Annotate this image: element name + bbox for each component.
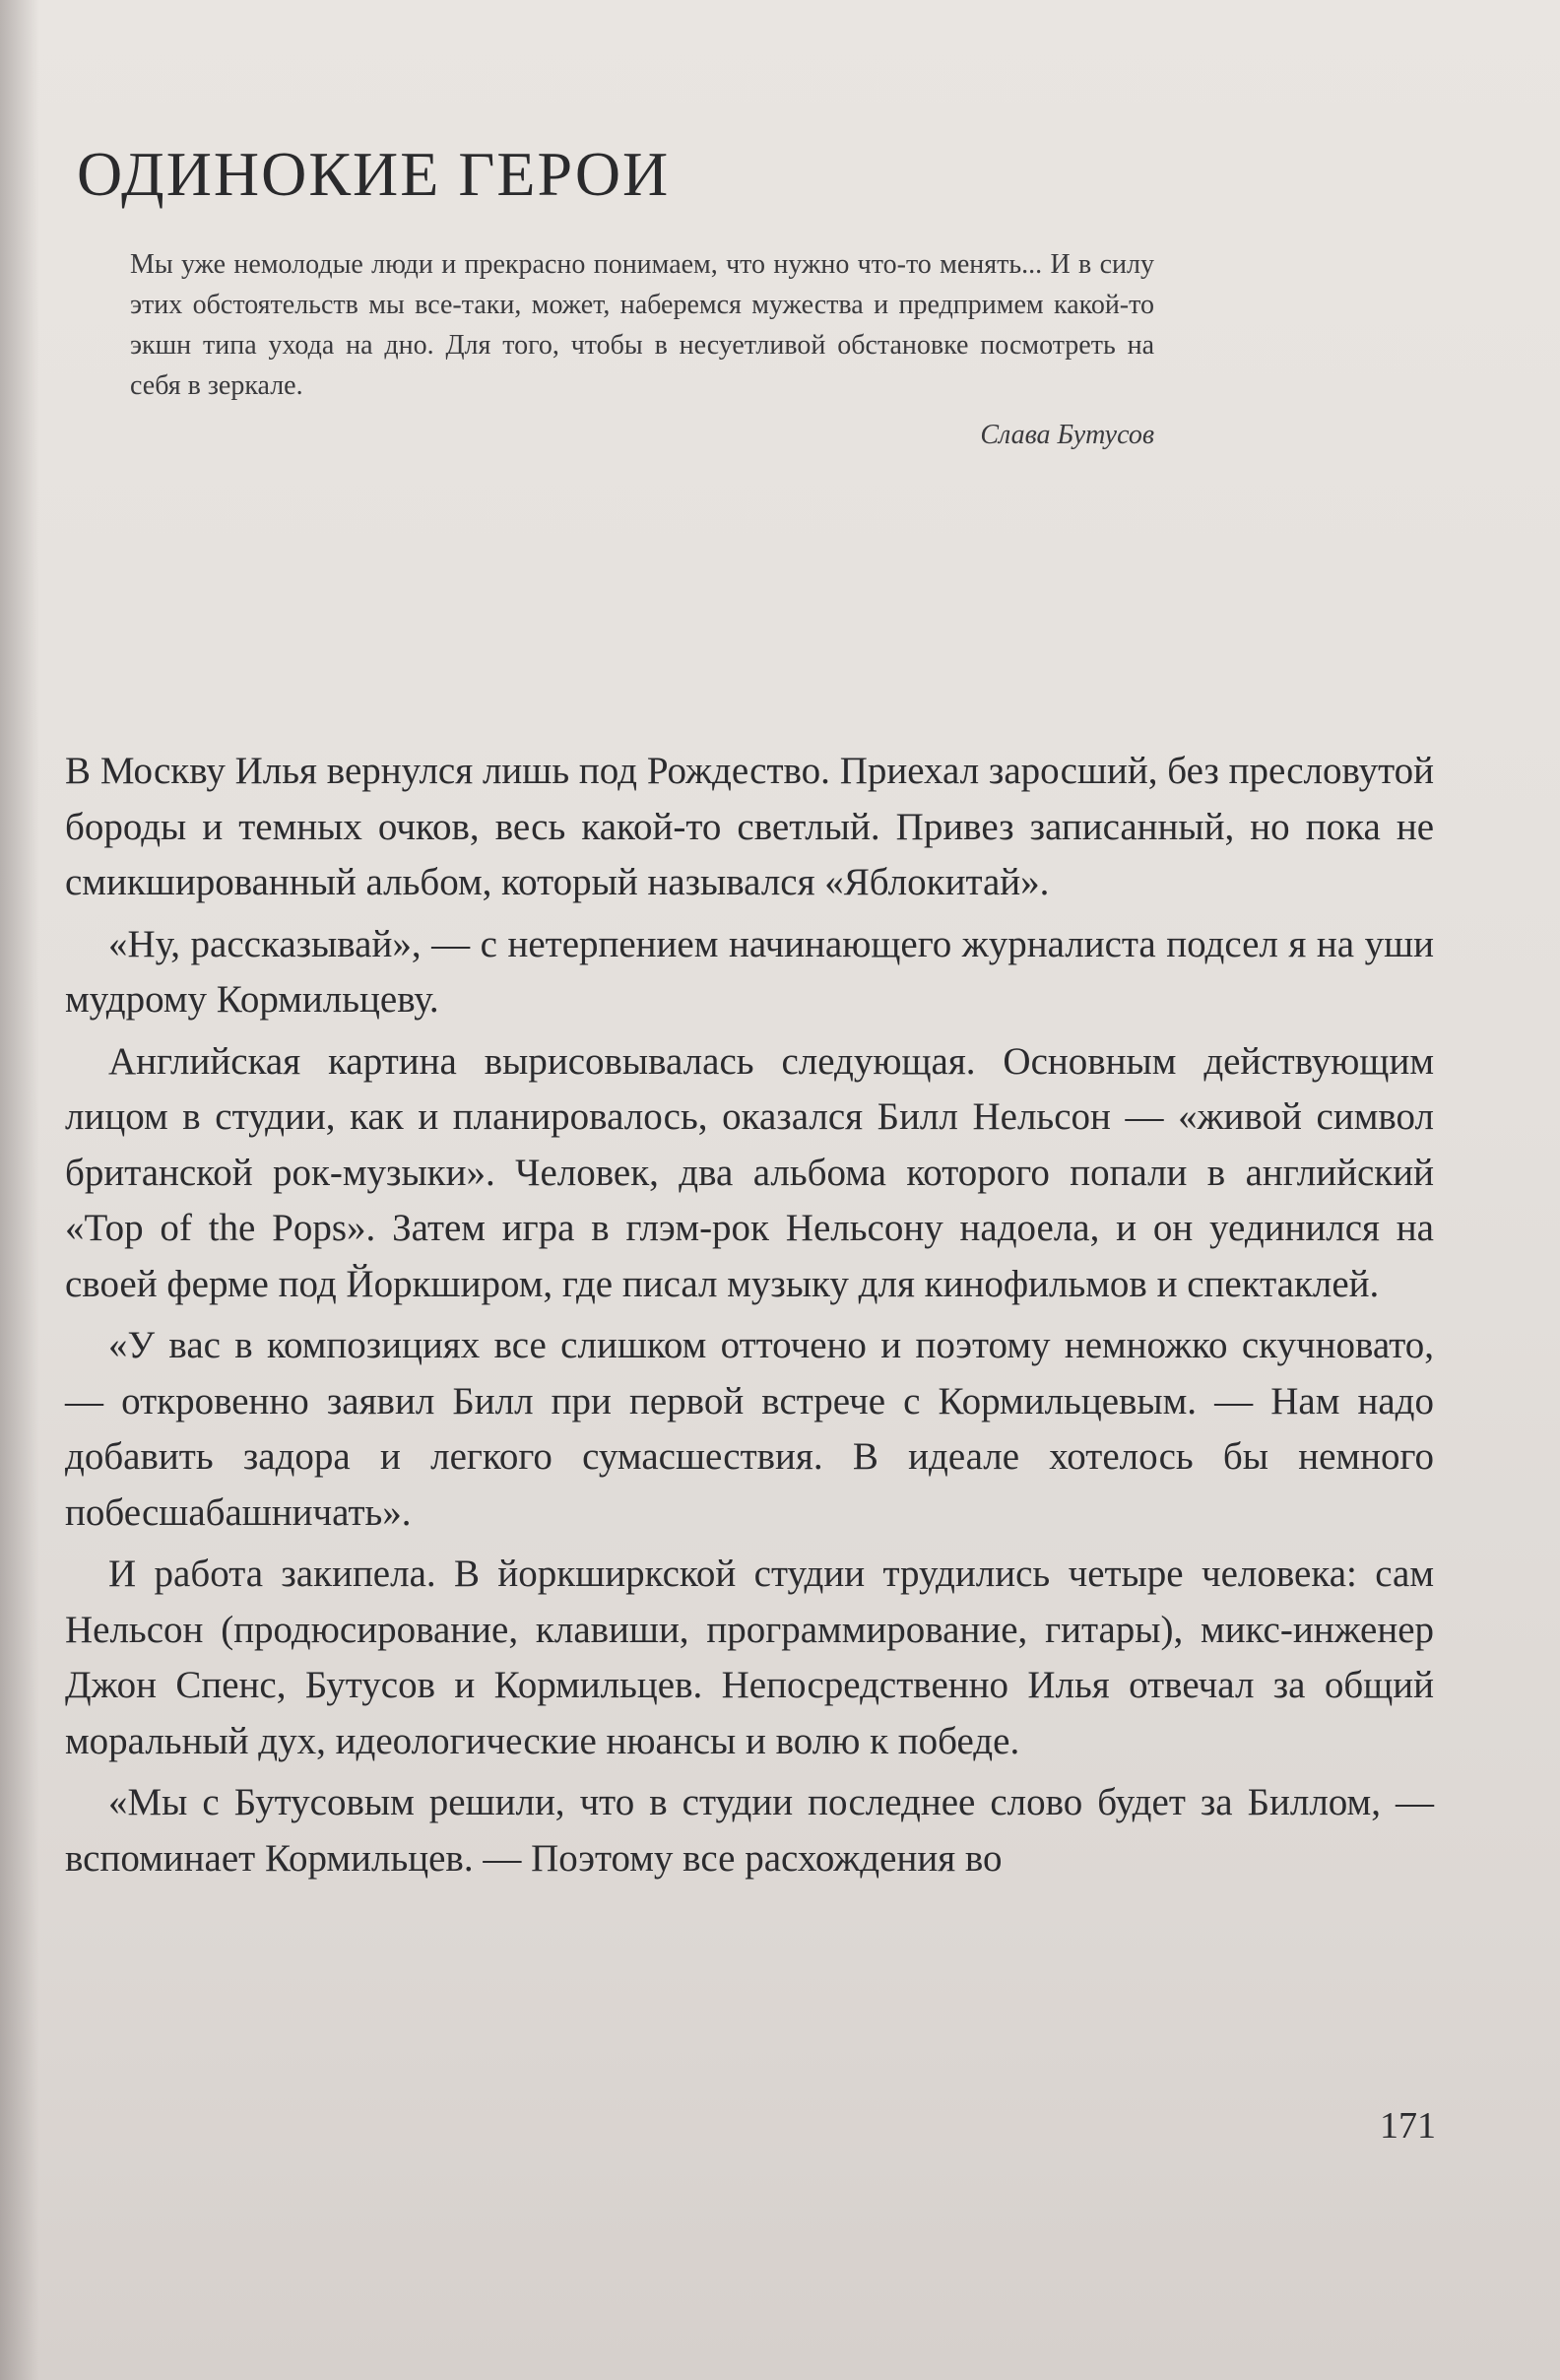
paragraph: И работа закипела. В йоркширкской студии трудились четыре человека: сам Нельсон (продюсирование, клавиши, программирование, гитары), микс-инженер Джон Спенс, Бутусов и Кормильцев. Непосредственно Илья отвечал за общий моральный дух, идеологические нюансы и волю к победе. <box>65 1553 1434 1762</box>
epigraph <box>130 244 1154 451</box>
paragraph: «У вас в композициях все слишком отточено и поэтому немножко скучновато, — откровенно заявил Билл при первой встрече с Кормильцевым. — Нам надо добавить задора и легкого сумасшествия. В идеале хотелось бы немного побесшабашничать». <box>65 1324 1434 1534</box>
paragraph: «Ну, рассказывай», — с нетерпением начинающего журналиста подсел я на уши мудрому Кормильцеву. <box>65 922 1434 1021</box>
paragraph: Английская картина вырисовывалась следующая. Основным действующим лицом в студии, как и планировалось, оказался Билл Нельсон — «живой символ британской рок-музыки». Человек, два альбома которого попали в английский «Top of the Pops». Затем игра в глэм-рок Нельсону надоела, и он уединился на своей ферме под Йоркширом, где писал музыку для кинофильмов и спектаклей. <box>65 1039 1434 1305</box>
body-text <box>65 744 1434 1892</box>
page-gutter-shadow <box>0 0 39 2380</box>
epigraph-author: Слава Бутусов <box>980 420 1154 450</box>
page-number: 171 <box>1380 2105 1436 2147</box>
chapter-title: ОДИНОКИЕ ГЕРОИ <box>77 139 671 209</box>
paragraph: «Мы с Бутусовым решили, что в студии последнее слово будет за Биллом, — вспоминает Кормильцев. — Поэтому все расхождения во <box>65 1781 1434 1880</box>
epigraph-text: Мы уже немолодые люди и прекрасно понимаем, что нужно что-то менять... И в силу этих обстоятельств мы все-таки, может, наберемся мужества и предпримем какой-то экшн типа ухода на дно. Для того, чтобы в несуетливой обстановке посмотреть на себя в зеркале. <box>130 249 1154 401</box>
paragraph: В Москву Илья вернулся лишь под Рождество. Приехал заросший, без пресловутой бороды и темных очков, весь какой-то светлый. Привез записанный, но пока не смикшированный альбом, который назывался «Яблокитай». <box>65 750 1434 903</box>
